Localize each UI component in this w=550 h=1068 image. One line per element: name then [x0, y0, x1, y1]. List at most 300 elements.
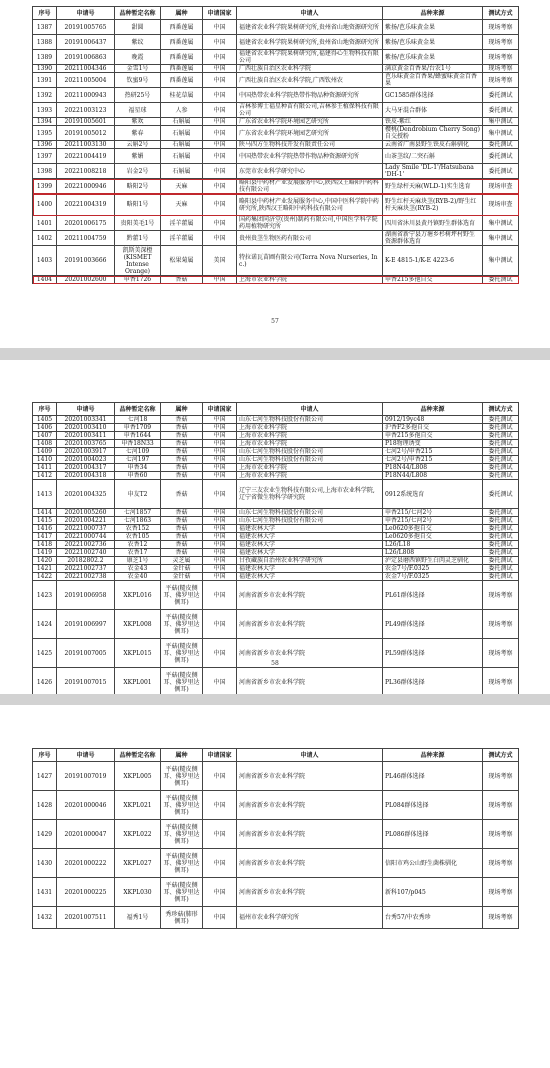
application-no-cell: 20221002737	[57, 565, 115, 573]
table-header	[33, 749, 519, 762]
country-cell: 中国	[203, 472, 237, 480]
table-row	[33, 565, 519, 573]
test-method-cell: 委托测试	[483, 424, 519, 432]
variety-table-page-59	[32, 748, 519, 929]
source-cell: 满京黄金百香果/台农1号	[383, 65, 483, 73]
genus-cell: 香菇	[161, 424, 203, 432]
test-method-cell: 委托测试	[483, 276, 519, 284]
table-row	[33, 549, 519, 557]
applicant-cell: 山东七河生物科技股份有限公司	[237, 416, 383, 424]
variety-table-page-57	[32, 6, 519, 284]
column-header: 序号	[33, 749, 57, 762]
genus-cell: 平菇(糙皮侧耳、佛罗里达侧耳)	[161, 849, 203, 878]
variety-name-cell: 紫春	[115, 126, 161, 141]
country-cell: 中国	[203, 762, 237, 791]
source-cell: 农金7号/F.0325	[383, 565, 483, 573]
country-cell: 中国	[203, 164, 237, 179]
seq-cell: 1412	[33, 472, 57, 480]
applicant-cell: 山东七河生物科技股份有限公司	[237, 448, 383, 456]
column-header: 测试方式	[483, 403, 519, 416]
test-method-cell: 委托测试	[483, 549, 519, 557]
country-cell: 中国	[203, 581, 237, 610]
genus-cell: 香菇	[161, 480, 203, 509]
variety-name-cell: 黔藿1号	[115, 231, 161, 246]
variety-name-cell: 紫欢	[115, 118, 161, 126]
application-no-cell: 20191006997	[57, 610, 115, 639]
header-row	[33, 7, 519, 20]
source-cell: Le0620多孢自交	[383, 525, 483, 533]
variety-name-cell: 七河18	[115, 416, 161, 424]
application-no-cell: 20221004319	[57, 194, 115, 216]
variety-name-cell: 农香105	[115, 533, 161, 541]
country-cell: 中国	[203, 557, 237, 565]
variety-name-cell: 紫媚	[115, 149, 161, 164]
source-cell: 四川省沐川县黄丹镇野生群体选育	[383, 216, 483, 231]
table-row	[33, 517, 519, 525]
applicant-cell: 河南省新乡市农业科学院	[237, 668, 383, 697]
source-cell: 湖南省新宁县万塘乡杉树坪村野生资源群体选育	[383, 231, 483, 246]
source-cell: 大马牙混合群体	[383, 103, 483, 118]
table-row	[33, 573, 519, 581]
test-method-cell: 现场考察	[483, 610, 519, 639]
genus-cell: 西番莲属	[161, 73, 203, 88]
application-no-cell: 20201005260	[57, 509, 115, 517]
applicant-cell: 上海市农业科学院	[237, 440, 383, 448]
variety-name-cell: XKPL016	[115, 581, 161, 610]
applicant-cell: 甘孜藏族自治州农业科学研究所	[237, 557, 383, 565]
seq-cell: 1398	[33, 164, 57, 179]
application-no-cell: 20201003765	[57, 440, 115, 448]
seq-cell: 1388	[33, 35, 57, 50]
test-method-cell: 现场考察	[483, 50, 519, 65]
source-cell: 七河2号/申香215	[383, 456, 483, 464]
application-no-cell: 20201000225	[57, 878, 115, 907]
country-cell: 中国	[203, 103, 237, 118]
column-header: 品种来源	[383, 749, 483, 762]
test-method-cell: 现场考察	[483, 849, 519, 878]
column-header: 测试方式	[483, 749, 519, 762]
table-row	[33, 424, 519, 432]
seq-cell: 1397	[33, 149, 57, 164]
column-header: 属种	[161, 749, 203, 762]
country-cell: 中国	[203, 907, 237, 929]
table-row	[33, 668, 519, 697]
seq-cell: 1419	[33, 549, 57, 557]
applicant-cell: 河南省新乡市农业科学院	[237, 820, 383, 849]
table-row	[33, 907, 519, 929]
seq-cell: 1396	[33, 141, 57, 149]
source-cell: PL46群体选择	[383, 762, 483, 791]
test-method-cell: 集中测试	[483, 118, 519, 126]
country-cell: 中国	[203, 416, 237, 424]
applicant-cell: 河南省新乡市农业科学院	[237, 791, 383, 820]
applicant-cell: 河南省新乡市农业科学院	[237, 639, 383, 668]
variety-name-cell: 略阳2号	[115, 179, 161, 194]
seq-cell: 1395	[33, 126, 57, 141]
test-method-cell: 委托测试	[483, 448, 519, 456]
application-no-cell: 20221002738	[57, 573, 115, 581]
column-header: 品种来源	[383, 403, 483, 416]
page-number: 58	[271, 660, 279, 667]
variety-name-cell: 福星球	[115, 103, 161, 118]
application-no-cell: 20201000046	[57, 791, 115, 820]
variety-name-cell: 贵阳美毛1号	[115, 216, 161, 231]
seq-cell: 1405	[33, 416, 57, 424]
test-method-cell: 现场审查	[483, 194, 519, 216]
application-no-cell: 20191003666	[57, 246, 115, 276]
application-no-cell: 20201003410	[57, 424, 115, 432]
country-cell: 中国	[203, 35, 237, 50]
page-separator	[0, 694, 550, 705]
test-method-cell: 现场考察	[483, 791, 519, 820]
seq-cell: 1421	[33, 565, 57, 573]
variety-name-cell: 福秀1号	[115, 907, 161, 929]
column-header: 申请国家	[203, 749, 237, 762]
applicant-cell: 上海市农业科学院	[237, 472, 383, 480]
table-row	[33, 581, 519, 610]
seq-cell: 1424	[33, 610, 57, 639]
table-body	[33, 762, 519, 929]
table-row	[33, 509, 519, 517]
genus-cell: 平菇(糙皮侧耳、佛罗里达侧耳)	[161, 820, 203, 849]
table-row	[33, 533, 519, 541]
application-no-cell: 20211004346	[57, 65, 115, 73]
genus-cell: 香菇	[161, 440, 203, 448]
country-cell: 中国	[203, 549, 237, 557]
test-method-cell: 委托测试	[483, 416, 519, 424]
applicant-cell: 陕马四方生物科技开发有限责任公司	[237, 141, 383, 149]
genus-cell: 松果菊属	[161, 246, 203, 276]
table-row	[33, 448, 519, 456]
source-cell: K-E 4815-1/K-E 4223-6	[383, 246, 483, 276]
applicant-cell: 河南省新乡市农业科学院	[237, 610, 383, 639]
page-number: 57	[271, 318, 279, 325]
test-method-cell: 委托测试	[483, 141, 519, 149]
applicant-cell: 福州市农业科学研究所	[237, 907, 383, 929]
applicant-cell: 山东七河生物科技股份有限公司	[237, 517, 383, 525]
seq-cell: 1427	[33, 762, 57, 791]
genus-cell: 香菇	[161, 472, 203, 480]
country-cell: 中国	[203, 118, 237, 126]
application-no-cell: 20201004325	[57, 480, 115, 509]
table-row	[33, 762, 519, 791]
source-cell: 申香215多孢自交	[383, 432, 483, 440]
column-header: 品种暂定名称	[115, 403, 161, 416]
variety-name-cell: XKPL005	[115, 762, 161, 791]
test-method-cell: 委托测试	[483, 149, 519, 164]
application-no-cell: 20221008218	[57, 164, 115, 179]
applicant-cell: 福建农林大学	[237, 533, 383, 541]
source-cell: P18N44/L808	[383, 472, 483, 480]
seq-cell: 1392	[33, 88, 57, 103]
variety-name-cell: 甜圆	[115, 20, 161, 35]
test-method-cell: 委托测试	[483, 573, 519, 581]
genus-cell: 石斛属	[161, 164, 203, 179]
application-no-cell: 20191007015	[57, 668, 115, 697]
country-cell: 中国	[203, 456, 237, 464]
table-row	[33, 216, 519, 231]
variety-name-cell: 七河1857	[115, 509, 161, 517]
applicant-cell: 上海市农业科学院	[237, 276, 383, 284]
applicant-cell: 河南省新乡市农业科学院	[237, 878, 383, 907]
variety-name-cell: 农香17	[115, 549, 161, 557]
test-method-cell: 现场考察	[483, 35, 519, 50]
variety-name-cell: XKPL008	[115, 610, 161, 639]
column-header: 申请国家	[203, 7, 237, 20]
source-cell: L26/L18	[383, 541, 483, 549]
applicant-cell: 福建农林大学	[237, 549, 383, 557]
test-method-cell: 委托测试	[483, 103, 519, 118]
country-cell: 中国	[203, 126, 237, 141]
applicant-cell: 福建省农业科学院果树研究所,贵州省山地资源研究所	[237, 20, 383, 35]
column-header: 品种暂定名称	[115, 749, 161, 762]
applicant-cell: 河南省新乡市农业科学院	[237, 849, 383, 878]
genus-cell: 淫羊藿属	[161, 216, 203, 231]
document-page-59	[0, 705, 550, 1068]
application-no-cell: 20191007005	[57, 639, 115, 668]
test-method-cell: 现场考察	[483, 762, 519, 791]
country-cell: 中国	[203, 565, 237, 573]
page-separator	[0, 348, 550, 360]
application-no-cell: 20221000744	[57, 533, 115, 541]
applicant-cell: 上海市农业科学院	[237, 424, 383, 432]
application-no-cell: 20201004318	[57, 472, 115, 480]
application-no-cell: 20191006958	[57, 581, 115, 610]
test-method-cell: 委托测试	[483, 525, 519, 533]
variety-name-cell: 申香60	[115, 472, 161, 480]
test-method-cell: 委托测试	[483, 88, 519, 103]
table-row-highlighted	[33, 179, 519, 194]
genus-cell: 石斛属	[161, 126, 203, 141]
table-row	[33, 610, 519, 639]
genus-cell: 香菇	[161, 464, 203, 472]
seq-cell: 1417	[33, 533, 57, 541]
seq-cell: 1399	[33, 179, 57, 194]
source-cell: 山茶茎纹/二突石斛	[383, 149, 483, 164]
applicant-cell: 福建农林大学	[237, 541, 383, 549]
seq-cell: 1387	[33, 20, 57, 35]
variety-name-cell: XKPL030	[115, 878, 161, 907]
genus-cell: 香菇	[161, 541, 203, 549]
test-method-cell: 委托测试	[483, 164, 519, 179]
variety-name-cell: 七河197	[115, 456, 161, 464]
application-no-cell: 20201000222	[57, 849, 115, 878]
test-method-cell: 现场考察	[483, 668, 519, 697]
test-method-cell: 现场考察	[483, 639, 519, 668]
table-row	[33, 541, 519, 549]
seq-cell: 1429	[33, 820, 57, 849]
seq-cell: 1420	[33, 557, 57, 565]
variety-name-cell: 岩金2号	[115, 164, 161, 179]
source-cell: 芭乐味黄金百香果/蜂蜜味黄金百香果	[383, 73, 483, 88]
applicant-cell: 国药集团同济堂(贵州)制药有限公司,中国医学科学院药用植物研究所	[237, 216, 383, 231]
table-row-highlighted	[33, 194, 519, 216]
application-no-cell: 20201003411	[57, 432, 115, 440]
source-cell: 0912/19yc48	[383, 416, 483, 424]
header-row	[33, 403, 519, 416]
test-method-cell: 委托测试	[483, 464, 519, 472]
variety-name-cell: 略阳1号	[115, 194, 161, 216]
genus-cell: 香菇	[161, 416, 203, 424]
applicant-cell: 东莞市农业科学研究中心	[237, 164, 383, 179]
applicant-cell: 上海市农业科学院	[237, 432, 383, 440]
test-method-cell: 委托测试	[483, 432, 519, 440]
genus-cell: 石斛属	[161, 149, 203, 164]
application-no-cell: 20201007511	[57, 907, 115, 929]
variety-name-cell: 凯斯美深橙(KISMET Intense Orange)	[115, 246, 161, 276]
test-method-cell: 委托测试	[483, 533, 519, 541]
application-no-cell: 20211004759	[57, 231, 115, 246]
table-row	[33, 464, 519, 472]
source-cell: GC1585群体选择	[383, 88, 483, 103]
seq-cell: 1414	[33, 509, 57, 517]
genus-cell: 香菇	[161, 456, 203, 464]
applicant-cell: 福建农林大学	[237, 525, 383, 533]
source-cell: P18N44/L808	[383, 464, 483, 472]
test-method-cell: 委托测试	[483, 472, 519, 480]
source-cell: 申香215/七河2号	[383, 509, 483, 517]
table-body	[33, 416, 519, 697]
test-method-cell: 现场考察	[483, 73, 519, 88]
column-header: 序号	[33, 7, 57, 20]
table-header	[33, 403, 519, 416]
seq-cell: 1409	[33, 448, 57, 456]
test-method-cell: 现场考察	[483, 581, 519, 610]
seq-cell: 1393	[33, 103, 57, 118]
application-no-cell: 20201003917	[57, 448, 115, 456]
variety-name-cell: 申友T2	[115, 480, 161, 509]
table-row	[33, 35, 519, 50]
application-no-cell: 20201006175	[57, 216, 115, 231]
genus-cell: 平菇(糙皮侧耳、佛罗里达侧耳)	[161, 610, 203, 639]
source-cell: L26/L808	[383, 549, 483, 557]
application-no-cell: 20211005004	[57, 73, 115, 88]
table-row	[33, 525, 519, 533]
source-cell: 野生红杆天麻块茎(RYB-2)/野生红杆天麻块茎(RYB-2)	[383, 194, 483, 216]
column-header: 属种	[161, 7, 203, 20]
variety-name-cell: 七河109	[115, 448, 161, 456]
variety-name-cell: 申香18N33	[115, 440, 161, 448]
genus-cell: 金针菇	[161, 573, 203, 581]
source-cell: 新科107/p045	[383, 878, 483, 907]
seq-cell: 1406	[33, 424, 57, 432]
country-cell: 中国	[203, 448, 237, 456]
test-method-cell: 委托测试	[483, 509, 519, 517]
genus-cell: 香菇	[161, 509, 203, 517]
table-row	[33, 65, 519, 73]
applicant-cell: 福建省农业科学院果树研究所,贵州省山地资源研究所	[237, 35, 383, 50]
seq-cell: 1400	[33, 194, 57, 216]
source-cell: PL61群体选择	[383, 581, 483, 610]
table-row	[33, 557, 519, 565]
country-cell: 中国	[203, 73, 237, 88]
source-cell: P18物理诱变	[383, 440, 483, 448]
application-no-cell: 20221002740	[57, 549, 115, 557]
variety-name-cell: XKPL027	[115, 849, 161, 878]
seq-cell: 1407	[33, 432, 57, 440]
table-row	[33, 878, 519, 907]
column-header: 申请号	[57, 403, 115, 416]
test-method-cell: 集中测试	[483, 216, 519, 231]
test-method-cell: 集中测试	[483, 246, 519, 276]
country-cell: 中国	[203, 517, 237, 525]
table-row	[33, 164, 519, 179]
table-row	[33, 126, 519, 141]
test-method-cell: 委托测试	[483, 440, 519, 448]
seq-cell: 1413	[33, 480, 57, 509]
genus-cell: 西番莲属	[161, 50, 203, 65]
table-row	[33, 791, 519, 820]
application-no-cell: 20191005012	[57, 126, 115, 141]
table-row	[33, 820, 519, 849]
source-cell: 樱桃(Dendrobium Cherry Song)自交授粉	[383, 126, 483, 141]
genus-cell: 金针菇	[161, 565, 203, 573]
source-cell: 野生绿杆天麻(WLD-1)实生选育	[383, 179, 483, 194]
application-no-cell: 20221002736	[57, 541, 115, 549]
applicant-cell: 辽宁三友农业生物科技有限公司,上海市农业科学院,辽宁省微生物科学研究院	[237, 480, 383, 509]
table-row	[33, 246, 519, 276]
genus-cell: 香菇	[161, 448, 203, 456]
country-cell: 中国	[203, 65, 237, 73]
variety-name-cell: 农香152	[115, 525, 161, 533]
country-cell: 中国	[203, 878, 237, 907]
application-no-cell: 20201000047	[57, 820, 115, 849]
applicant-cell: 山东七河生物科技股份有限公司	[237, 456, 383, 464]
country-cell: 中国	[203, 525, 237, 533]
genus-cell: 香菇	[161, 517, 203, 525]
variety-name-cell: 申香34	[115, 464, 161, 472]
seq-cell: 1391	[33, 73, 57, 88]
applicant-cell: 吉林参博士福星种苗有限公司,吉林参王植保科技有限公司	[237, 103, 383, 118]
applicant-cell: 广西壮族自治区农业科学院,广西钦州农	[237, 73, 383, 88]
country-cell: 中国	[203, 541, 237, 549]
table-row	[33, 849, 519, 878]
application-no-cell: 20211000943	[57, 88, 115, 103]
seq-cell: 1408	[33, 440, 57, 448]
country-cell: 中国	[203, 533, 237, 541]
country-cell: 美国	[203, 246, 237, 276]
column-header: 申请人	[237, 7, 383, 20]
country-cell: 中国	[203, 231, 237, 246]
table-row	[33, 50, 519, 65]
genus-cell: 平菇(糙皮侧耳、佛罗里达侧耳)	[161, 639, 203, 668]
variety-name-cell: XKPL001	[115, 668, 161, 697]
country-cell: 中国	[203, 849, 237, 878]
country-cell: 中国	[203, 791, 237, 820]
test-method-cell: 委托测试	[483, 480, 519, 509]
test-method-cell: 现场考察	[483, 820, 519, 849]
source-cell: 紫扬/芭乐味黄金果	[383, 20, 483, 35]
variety-name-cell: 申香1644	[115, 432, 161, 440]
table-row	[33, 472, 519, 480]
column-header: 序号	[33, 403, 57, 416]
applicant-cell: 广东省农业科学院环境园艺研究所	[237, 126, 383, 141]
table-row	[33, 20, 519, 35]
source-cell: PL59群体选择	[383, 639, 483, 668]
variety-name-cell: 申香1709	[115, 424, 161, 432]
column-header: 品种来源	[383, 7, 483, 20]
application-no-cell: 20211003130	[57, 141, 115, 149]
source-cell: 沪香F2多孢自交	[383, 424, 483, 432]
variety-name-cell: 云斛2号	[115, 141, 161, 149]
seq-cell: 1416	[33, 525, 57, 533]
seq-cell: 1426	[33, 668, 57, 697]
seq-cell: 1430	[33, 849, 57, 878]
country-cell: 中国	[203, 610, 237, 639]
source-cell: 台秀57/中农秀珍	[383, 907, 483, 929]
table-body	[33, 20, 519, 284]
source-cell: PL36群体选择	[383, 668, 483, 697]
